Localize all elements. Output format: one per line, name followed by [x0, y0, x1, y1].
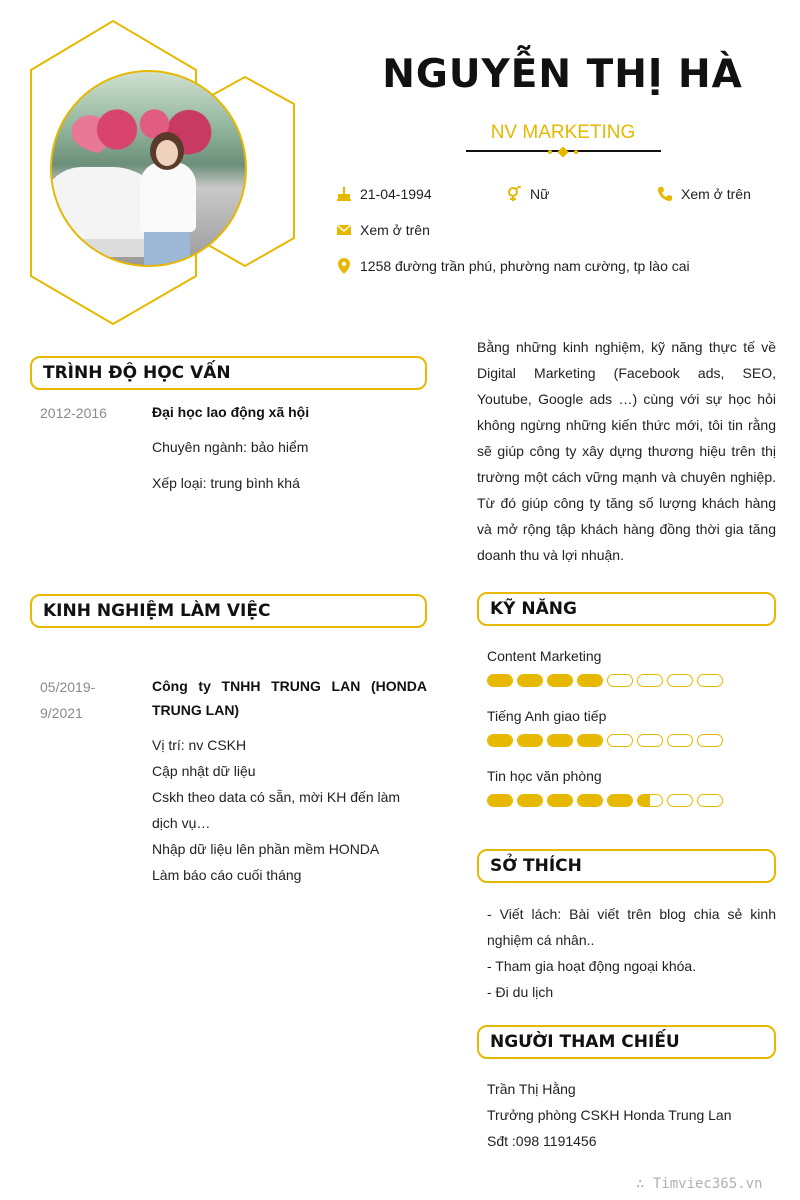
experience-period-start: 05/2019- [40, 679, 96, 695]
skill-level-segment [607, 734, 633, 747]
phone-icon [657, 186, 673, 202]
skill-level-segment [517, 674, 543, 687]
skill-level-segment [667, 794, 693, 807]
skill-level-segment [577, 674, 603, 687]
hobbies-title: SỞ THÍCH [477, 849, 776, 883]
experience-item: Cập nhật dữ liệu [152, 763, 256, 779]
reference-phone: Sđt :098 1191456 [487, 1133, 597, 1149]
email-value: Xem ở trên [360, 222, 430, 238]
education-rank: Xếp loại: trung bình khá [152, 475, 300, 491]
address-value: 1258 đường trần phú, phường nam cường, tp lào cai [360, 258, 690, 274]
email-info [336, 222, 430, 238]
experience-title: KINH NGHIỆM LÀM VIỆC [30, 594, 427, 628]
skill-level-segment [487, 794, 513, 807]
experience-item: Nhập dữ liệu lên phần mềm HONDA [152, 841, 380, 857]
reference-name: Trần Thị Hằng [487, 1081, 576, 1097]
watermark-text: ∴ Timviec365.vn [636, 1176, 763, 1192]
skill-level-segment [637, 794, 663, 807]
map-pin-icon [336, 258, 352, 274]
skill-level-segment [487, 734, 513, 747]
skill-name: Tiếng Anh giao tiếp [487, 708, 607, 724]
skill-level-segment [517, 794, 543, 807]
skill-level-segment [667, 734, 693, 747]
skill-name: Content Marketing [487, 648, 602, 664]
experience-item: Cskh theo data có sẵn, mời KH đến làm dịch vụ… [152, 789, 401, 831]
skill-level-segment [607, 674, 633, 687]
hobby-item: - Tham gia hoạt động ngoại khóa. [487, 958, 697, 974]
skill-level-segment [517, 734, 543, 747]
skill-level-segment [607, 794, 633, 807]
education-major: Chuyên ngành: bảo hiểm [152, 439, 309, 455]
skills-title: KỸ NĂNG [477, 592, 776, 626]
birthday-info [336, 186, 432, 202]
phone-value: Xem ở trên [681, 186, 751, 202]
gender-value: Nữ [530, 186, 550, 202]
experience-company: Công ty TNHH TRUNG LAN (HONDA TRUNG LAN) [152, 678, 427, 718]
skill-level-segment [547, 734, 573, 747]
skill-level-bar [487, 674, 723, 687]
skill-level-segment [637, 734, 663, 747]
job-position: NV MARKETING [490, 122, 636, 143]
hobby-item: - Đi du lịch [487, 984, 554, 1000]
profile-photo [50, 70, 247, 267]
birthday-value: 21-04-1994 [360, 186, 432, 202]
skill-level-bar [487, 734, 723, 747]
skill-level-bar [487, 794, 723, 807]
skill-level-segment [577, 794, 603, 807]
education-school: Đại học lao động xã hội [152, 404, 310, 420]
skill-level-segment [697, 794, 723, 807]
skill-level-segment [487, 674, 513, 687]
reference-role: Trưởng phòng CSKH Honda Trung Lan [487, 1107, 732, 1123]
gender-info [506, 186, 549, 202]
envelope-icon [336, 222, 352, 238]
hobby-item: - Viết lách: Bài viết trên blog chia sẻ kinh nghiệm cá nhân.. [487, 906, 776, 948]
gender-icon [506, 186, 522, 202]
divider-ornament [545, 147, 581, 157]
skill-level-segment [577, 734, 603, 747]
phone-info [657, 186, 751, 202]
cake-icon [336, 186, 352, 202]
education-period: 2012-2016 [40, 405, 107, 421]
experience-period-end: 9/2021 [40, 705, 83, 721]
skill-level-segment [697, 674, 723, 687]
skill-level-segment [547, 794, 573, 807]
skill-level-segment [637, 674, 663, 687]
skill-level-segment [667, 674, 693, 687]
experience-item: Vị trí: nv CSKH [152, 737, 247, 753]
career-objective: Bằng những kinh nghiệm, kỹ năng thực tế về Digital Marketing (Facebook ads, SEO, Youtube, Google ads …) cùng với sự học hỏi không ngừng những kiến thức mới, tôi tin rằng sẽ giúp công ty xây dựng thương hiệu trên thị trường một cách vững mạnh và chuyên nghiệp. Từ đó giúp công ty tăng số lượng khách hàng và mở rộng tập khách hàng đồng thời gia tăng doanh thu và lợi nhuận. [477, 339, 776, 563]
skill-level-segment [547, 674, 573, 687]
skill-level-segment [697, 734, 723, 747]
candidate-name: NGUYỄN THỊ HÀ [382, 52, 743, 97]
education-title: TRÌNH ĐỘ HỌC VẤN [30, 356, 427, 390]
reference-title: NGƯỜI THAM CHIẾU [477, 1025, 776, 1059]
experience-item: Làm báo cáo cuối tháng [152, 867, 302, 883]
skill-name: Tin học văn phòng [487, 768, 602, 784]
address-info [336, 258, 690, 274]
